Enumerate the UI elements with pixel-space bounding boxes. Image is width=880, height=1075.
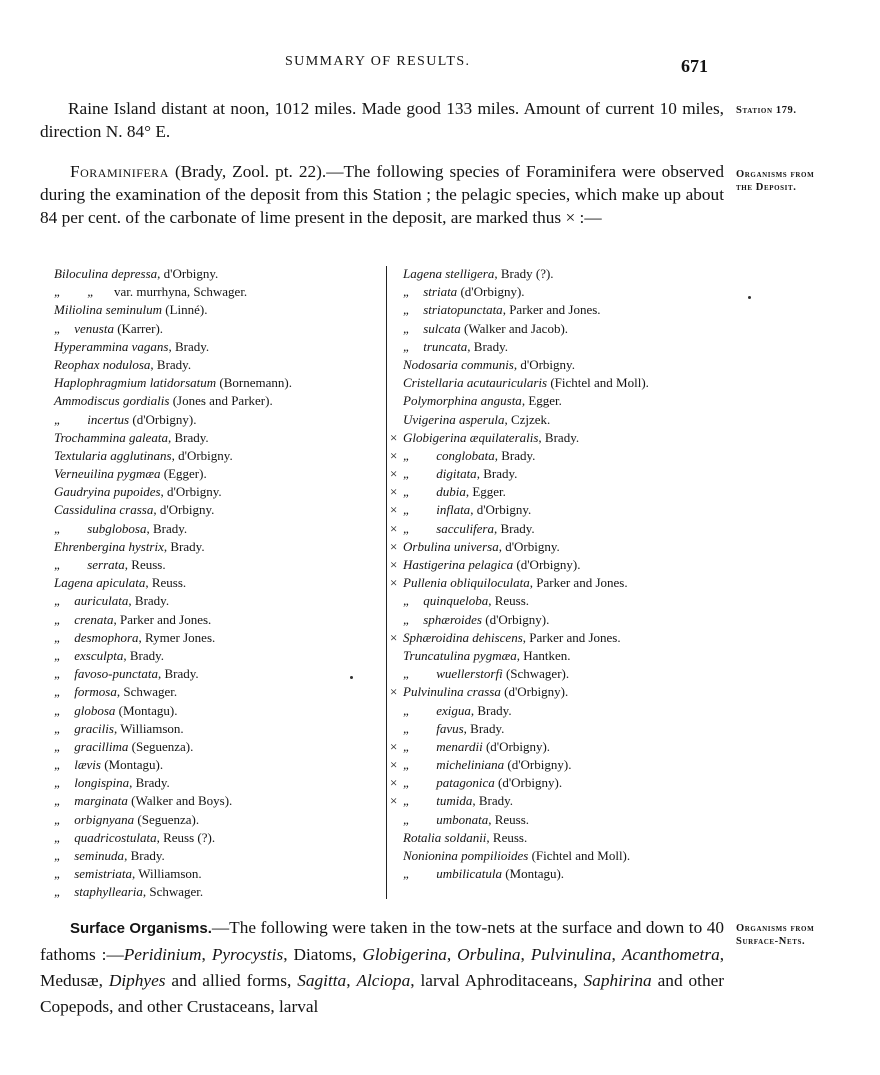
species-name: „ serrata (54, 557, 125, 572)
species-author: , Brady. (150, 356, 192, 372)
plain-medusae: Medusæ (40, 971, 99, 990)
species-author: , Williamson. (113, 720, 184, 736)
species-author: (Schwager). (502, 666, 570, 682)
species-name: Lagena stelligera (403, 266, 495, 281)
species-author: , d'Orbigny. (513, 356, 575, 372)
species-author: , d'Orbigny. (157, 266, 219, 281)
species-entry (390, 738, 720, 756)
species-author: , Schwager. (142, 884, 204, 900)
species-entry (390, 592, 720, 610)
species-author: , Parker and Jones. (502, 302, 601, 318)
species-name: „ micheliniana (403, 757, 505, 773)
species-entry (40, 320, 380, 338)
species-entry (390, 447, 720, 465)
species-entry (390, 465, 720, 483)
species-author: (d'Orbigny). (500, 684, 569, 700)
species-entry (390, 538, 720, 556)
species-name: Nodosaria communis (403, 356, 514, 372)
species-entry (40, 847, 380, 865)
species-entry (40, 447, 380, 465)
pelagic-mark: × (390, 520, 398, 536)
species-entry (40, 611, 380, 629)
species-author: (d'Orbigny). (481, 611, 550, 627)
pelagic-mark: × (390, 502, 398, 518)
species-entry (390, 683, 720, 701)
species-author: , Parker and Jones. (113, 611, 212, 627)
species-name: „ gracillima (54, 738, 129, 754)
species-author: , Brady. (476, 466, 518, 482)
species-author: , Brady. (163, 538, 205, 554)
species-author: , Brady. (494, 447, 536, 463)
genus-pulvinulina: Pulvinulina (530, 945, 612, 964)
species-name: „ digitata (403, 466, 477, 482)
species-author: (Bornemann). (216, 375, 292, 391)
species-author: , Reuss. (145, 575, 187, 591)
margin-note-station: Station 179. (736, 105, 797, 116)
pelagic-mark: × (390, 484, 398, 500)
species-author: , Brady. (123, 647, 165, 663)
species-entry (40, 501, 380, 519)
species-name: „ dubia (403, 484, 466, 500)
species-author: (Linné). (161, 302, 208, 318)
species-entry (40, 811, 380, 829)
species-name: Cassidulina crassa (54, 502, 154, 518)
species-author: (d'Orbigny). (457, 284, 525, 300)
species-name: „ umbonata (403, 811, 489, 827)
species-entry (40, 756, 380, 774)
species-name: Pullenia obliquiloculata (403, 575, 530, 591)
species-name: Pulvinulina crassa (403, 684, 501, 700)
pelagic-mark: × (390, 775, 398, 791)
species-name: „ exigua (403, 702, 471, 718)
species-entry (390, 756, 720, 774)
species-author: (d'Orbigny). (504, 757, 572, 773)
species-entry (390, 865, 720, 883)
species-entry (390, 283, 720, 301)
genus-pyrocystis: Pyrocystis (211, 945, 284, 964)
species-author: , Czjzek. (504, 411, 551, 427)
pelagic-mark: × (390, 629, 398, 645)
species-name: Rotalia soldanii (403, 829, 487, 845)
species-entry (40, 792, 380, 810)
species-entry (390, 774, 720, 792)
species-name: „ favoso-punctata (54, 666, 158, 682)
stray-mark (350, 676, 353, 679)
species-author: , Reuss. (488, 593, 530, 609)
pelagic-mark: × (390, 447, 398, 463)
genus-alciopa: Alciopa (356, 971, 411, 990)
species-author: (Karrer). (113, 320, 164, 336)
species-entry (40, 265, 380, 283)
species-name: „ semistriata (54, 866, 133, 882)
species-name: „ truncata (403, 338, 468, 354)
species-name: Gaudryina pupoides (54, 484, 161, 500)
plain-diatoms: Diatoms (293, 945, 353, 964)
species-author: (d'Orbigny). (494, 775, 563, 791)
species-entry (390, 501, 720, 519)
pelagic-mark: × (390, 538, 398, 554)
species-name: „ sulcata (403, 320, 461, 336)
species-name: „ conglobata (403, 447, 495, 463)
species-entry (40, 702, 380, 720)
species-author: , Rymer Jones. (138, 629, 216, 645)
species-author: (Fichtel and Moll). (528, 848, 631, 863)
species-author: , Egger. (465, 484, 506, 500)
species-entry (40, 520, 380, 538)
species-name: Trochammina galeata (54, 429, 168, 445)
species-name: Hastigerina pelagica (403, 557, 514, 572)
pelagic-mark: × (390, 757, 398, 773)
margin-note-deposit-line2: the Deposit. (736, 182, 797, 193)
species-entry (40, 774, 380, 792)
species-author: (Montagu). (501, 866, 565, 882)
species-author: , Parker and Jones. (522, 629, 621, 645)
species-name: „ formosa (54, 684, 117, 700)
plain-allied: and allied forms (171, 971, 287, 990)
pelagic-mark: × (390, 684, 398, 700)
species-entry (40, 647, 380, 665)
species-author: , d'Orbigny. (171, 447, 233, 463)
species-entry (40, 592, 380, 610)
station-paragraph (40, 97, 724, 143)
species-author: , Brady. (494, 520, 535, 536)
species-entry (40, 538, 380, 556)
species-entry (390, 265, 720, 283)
genus-orbulina: Orbulina (457, 945, 521, 964)
species-name: „ crenata (54, 611, 114, 627)
pelagic-mark: × (390, 429, 398, 445)
species-author: (Fichtel and Moll). (547, 375, 649, 391)
species-entry (390, 629, 720, 647)
species-entry (40, 301, 380, 319)
species-author: (Seguenza). (134, 811, 200, 827)
species-name: „ auriculata (54, 593, 129, 609)
species-name: Polymorphina angusta (403, 393, 522, 409)
species-name: „ quinqueloba (403, 593, 489, 609)
plain-aphroditaceans: larval Aphroditaceans (420, 971, 574, 990)
species-entry (40, 338, 380, 356)
species-name: Haplophragmium latidorsatum (54, 375, 217, 391)
species-author: (Jones and Parker). (169, 393, 273, 409)
running-header: SUMMARY OF RESULTS. (285, 54, 471, 69)
species-author: (d'Orbigny). (482, 738, 551, 754)
species-name: Textularia agglutinans (54, 447, 172, 463)
genus-peridinium: Peridinium (123, 945, 202, 964)
species-author: , d'Orbigny. (153, 502, 215, 518)
station-text: Raine Island distant at noon, 1012 miles. Made good 133 miles. Amount of current 10 miles, direction N. 84° E. (40, 99, 724, 141)
species-author: , Hantken. (516, 647, 571, 663)
species-list-right (390, 265, 720, 883)
species-entry (390, 301, 720, 319)
species-name: „ orbignyana (54, 811, 135, 827)
foraminifera-text: (Brady, Zool. pt. 22).—The following species of Foraminifera were observed during the examination of the deposit from this Station ; the pelagic species, which make up about 84 per cent. of the carbonate of lime present in the deposit, are marked thus × :— (40, 162, 724, 227)
species-entry (40, 865, 380, 883)
species-name: „ incertus (54, 411, 130, 427)
species-name: „ striatopunctata (403, 302, 503, 318)
species-author: var. murrhyna, Schwager. (113, 284, 248, 300)
species-author: , Brady. (146, 520, 188, 536)
column-divider (386, 266, 387, 899)
pelagic-mark: × (390, 738, 398, 754)
margin-note-deposit-line1: Organisms from (736, 169, 815, 180)
species-entry (40, 392, 380, 410)
species-author: , Brady. (129, 775, 170, 791)
species-author: , Egger. (521, 393, 562, 409)
margin-note-surface (736, 922, 814, 948)
genus-acanthometra: Acanthometra (621, 945, 720, 964)
species-author: (Walker and Jacob). (460, 320, 569, 336)
page-number: 671 (681, 56, 708, 76)
species-name: Miliolina seminulum (54, 302, 162, 318)
species-name: „ lævis (54, 757, 101, 773)
pelagic-mark: × (390, 557, 398, 572)
species-author: , Brady. (538, 429, 580, 445)
species-name: „ sphæroides (403, 611, 482, 627)
species-name: „ gracilis (54, 720, 114, 736)
species-name: „ staphyllearia (54, 884, 143, 900)
species-name: „ inflata (403, 502, 471, 518)
species-author: (Montagu). (100, 757, 164, 773)
foraminifera-heading: Foraminifera (70, 162, 169, 181)
species-author: , Brady. (168, 338, 210, 354)
species-entry (390, 720, 720, 738)
species-author: , Reuss (?). (156, 829, 216, 845)
margin-note-deposit (736, 168, 814, 194)
species-author: , Brady. (463, 720, 505, 736)
species-entry (390, 647, 720, 665)
genus-globigerina: Globigerina (362, 945, 447, 964)
species-author: , Reuss. (488, 811, 530, 827)
species-entry (390, 374, 720, 392)
genus-sagitta: Sagitta (297, 971, 347, 990)
species-author: (Montagu). (115, 702, 178, 718)
surface-heading: Surface Organisms. (70, 920, 212, 937)
species-name: „ venusta (54, 320, 114, 336)
species-author: (Walker and Boys). (127, 793, 233, 809)
species-author: , Brady. (124, 848, 165, 863)
species-entry (390, 392, 720, 410)
species-entry (40, 283, 380, 301)
species-entry (40, 483, 380, 501)
species-name: „ exsculpta (54, 647, 124, 663)
species-name: „ sacculifera (403, 520, 494, 536)
species-author: , Brady. (467, 338, 508, 354)
species-entry (390, 792, 720, 810)
species-entry (40, 374, 380, 392)
species-entry (390, 338, 720, 356)
species-name: „ menardii (403, 738, 483, 754)
species-entry (390, 829, 720, 847)
species-entry (390, 811, 720, 829)
species-entry (40, 629, 380, 647)
species-name: Ammodiscus gordialis (54, 393, 170, 409)
species-author: , Brady. (128, 593, 170, 609)
species-entry (40, 665, 380, 683)
pelagic-mark: × (390, 793, 398, 809)
species-entry (390, 702, 720, 720)
species-entry (390, 356, 720, 374)
species-name: Ehrenbergina hystrix (54, 538, 164, 554)
species-name: „ marginata (54, 793, 128, 809)
species-entry (40, 356, 380, 374)
species-author: , Brady. (470, 702, 512, 718)
species-entry (40, 574, 380, 592)
species-name: „ tumida (403, 793, 473, 809)
species-entry (390, 520, 720, 538)
species-name: „ „ (54, 284, 114, 300)
species-name: Truncatulina pygmæa (403, 647, 517, 663)
species-name: Uvigerina asperula (403, 411, 505, 427)
species-author: , Schwager. (116, 684, 178, 700)
species-author: (Seguenza). (128, 738, 194, 754)
pelagic-mark: × (390, 575, 398, 591)
species-name: „ desmophora (54, 629, 139, 645)
species-name: Nonionina pompilioides (403, 848, 529, 863)
species-name: „ seminuda (54, 848, 125, 863)
species-name: Hyperammina vagans (54, 338, 169, 354)
species-entry (390, 611, 720, 629)
species-entry (40, 465, 380, 483)
species-author: , Reuss. (124, 557, 166, 572)
species-entry (40, 720, 380, 738)
species-entry (390, 320, 720, 338)
species-entry (40, 829, 380, 847)
species-name: „ globosa (54, 702, 116, 718)
pelagic-mark: × (390, 466, 398, 482)
species-name: Verneuilina pygmæa (54, 466, 161, 482)
species-author: , Parker and Jones. (529, 575, 628, 591)
species-author: , Williamson. (132, 866, 202, 882)
species-name: „ longispina (54, 775, 130, 791)
stray-mark (748, 296, 751, 299)
species-author: , Brady. (168, 429, 209, 445)
species-name: Biloculina depressa (54, 266, 158, 281)
species-name: „ umbilicatula (403, 866, 502, 882)
foraminifera-paragraph (40, 160, 724, 229)
species-entry (40, 556, 380, 574)
species-entry (40, 429, 380, 447)
species-author: , d'Orbigny. (470, 502, 532, 518)
species-name: Globigerina æquilateralis (403, 429, 539, 445)
species-author: , Brady. (472, 793, 514, 809)
species-entry (40, 411, 380, 429)
surface-text-1: —The following were taken in the tow-nets at the surface and down to 40 fathoms :— (40, 918, 724, 964)
species-list-left (40, 265, 380, 902)
species-name: „ striata (403, 284, 458, 300)
species-entry (390, 847, 720, 865)
genus-saphirina: Saphirina (583, 971, 652, 990)
species-entry (40, 883, 380, 901)
species-name: „ quadricostulata (54, 829, 157, 845)
species-author: , d'Orbigny. (160, 484, 222, 500)
species-entry (390, 483, 720, 501)
species-name: Orbulina universa (403, 538, 499, 554)
species-name: Reophax nodulosa (54, 356, 151, 372)
species-entry (40, 738, 380, 756)
margin-note-surface-line1: Organisms from (736, 923, 815, 934)
species-name: „ subglobosa (54, 520, 147, 536)
species-name: Sphæroidina dehiscens (403, 629, 523, 645)
species-author: (d'Orbigny). (129, 411, 197, 427)
species-author: (d'Orbigny). (513, 557, 581, 572)
species-author: , Brady (?). (494, 266, 554, 281)
genus-diphyes: Diphyes (108, 971, 166, 990)
species-name: Cristellaria acutauricularis (403, 375, 548, 391)
species-entry (390, 429, 720, 447)
species-entry (40, 683, 380, 701)
species-author: (Egger). (160, 466, 207, 482)
species-name: „ patagonica (403, 775, 495, 791)
species-author: , Brady. (158, 666, 199, 682)
margin-note-surface-line2: Surface-Nets. (736, 936, 806, 947)
species-name: Lagena apiculata (54, 575, 146, 591)
plain-copepods: and other Copepods, and other Crustaceans, larval (40, 971, 725, 1016)
species-entry (390, 556, 720, 574)
species-entry (390, 665, 720, 683)
species-entry (390, 574, 720, 592)
surface-paragraph: Surface Organisms.—The following were taken in the tow-nets at the surface and down to 40 fathoms :—Peridinium, Pyrocystis, Diatoms, Globigerina, Orbulina, Pulvinulina, Acanthometra, Medusæ, Diphyes and allied forms, Sagitta, Alciopa, larval Aphroditaceans, Saphirina and other Copepods, and other Crustaceans, larval (40, 918, 725, 1016)
species-name: „ favus (403, 720, 464, 736)
species-entry (390, 411, 720, 429)
species-author: , Reuss. (486, 829, 528, 845)
species-name: „ wuellerstorfi (403, 666, 503, 682)
species-author: , d'Orbigny. (498, 538, 560, 554)
